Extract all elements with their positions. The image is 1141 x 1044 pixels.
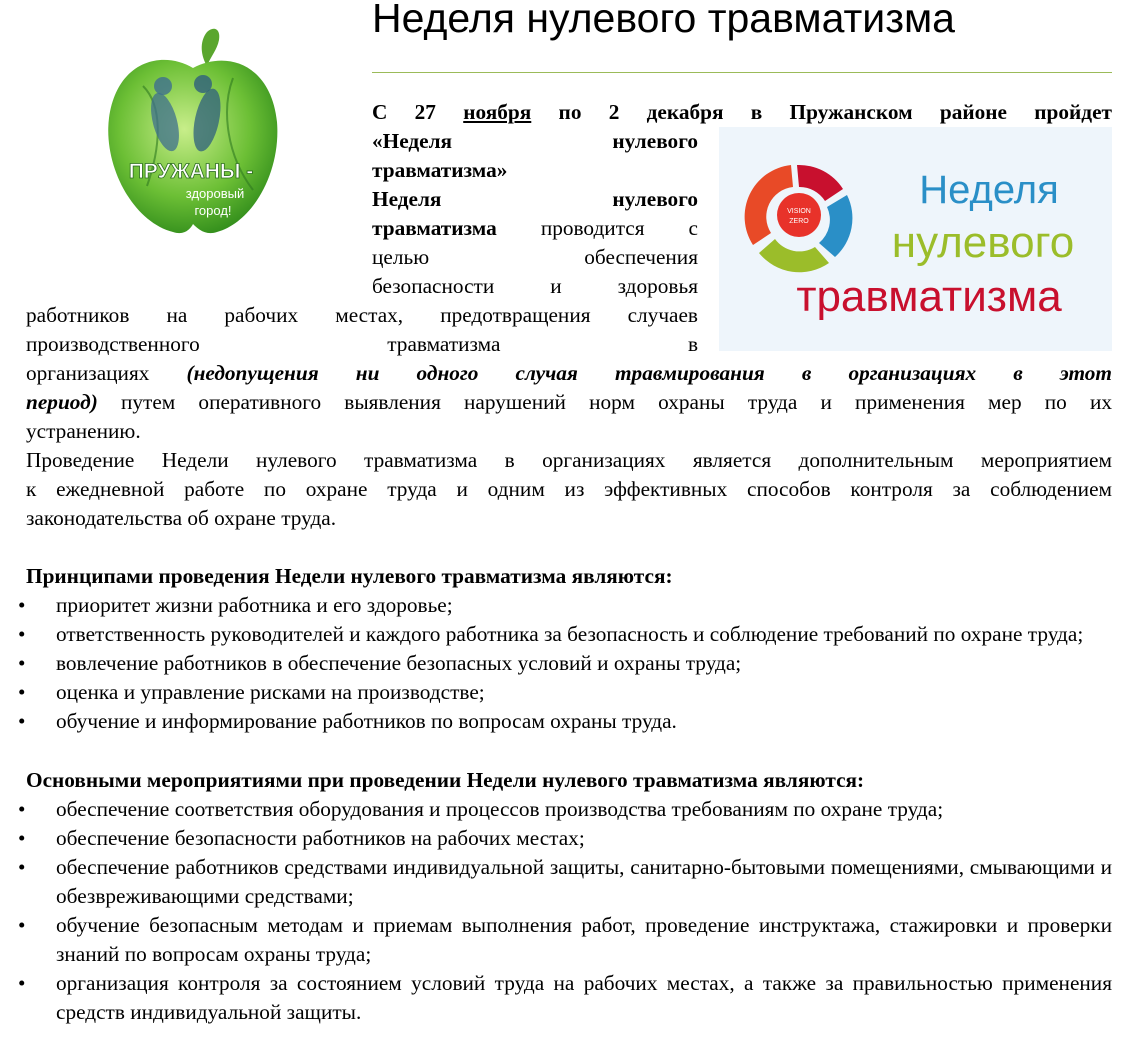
purpose-line4: безопасности и здоровья <box>372 274 698 298</box>
purpose-line1: Неделя нулевого <box>372 187 698 211</box>
bullet-icon: • <box>18 797 26 821</box>
logo-text-main: ПРУЖАНЫ - <box>128 160 254 183</box>
bullet-icon: • <box>18 855 26 879</box>
pruzhany-healthy-city-logo <box>103 26 283 240</box>
principle-item: • ответственность руководителей и каждого работника за безопасность и соблюдение требований по охране труда; <box>0 620 1112 649</box>
banner-line2: нулевого <box>891 218 1075 267</box>
bullet-icon: • <box>18 826 26 850</box>
activity-item: • обеспечение соответствия оборудования и процессов производства требованиям по охране труда; <box>0 795 1112 824</box>
purpose-line7: организациях (недопущения ни одного случая травмирования в организациях в этот <box>26 361 1112 385</box>
activity-item: • обучение безопасным методам и приемам выполнения работ, проведение инструктажа, стажировки и проверки знаний по вопросам охраны труда; <box>18 913 1112 966</box>
event-name-line1: «Неделя нулевого <box>372 129 698 153</box>
purpose-line2: травматизма проводится с <box>372 216 698 240</box>
activity-item: • обеспечение безопасности работников на рабочих местах; <box>0 824 1112 853</box>
bullet-icon: • <box>18 593 26 617</box>
principles-list <box>0 591 1112 736</box>
purpose-line6: производственного травматизма в <box>26 332 698 356</box>
purpose-line3: целью обеспечения <box>372 245 698 269</box>
banner-line1: Неделя <box>919 168 1059 212</box>
bullet-icon: • <box>18 709 26 733</box>
banner-center-text2: ZERO <box>789 218 809 225</box>
bullet-icon: • <box>18 651 26 675</box>
page-title: Неделя нулевого травматизма <box>372 0 955 41</box>
intro-date-line: С 27 ноября по 2 декабря в Пружанском районе пройдет <box>372 100 1112 124</box>
bullet-icon: • <box>18 971 26 995</box>
title-divider <box>372 72 1112 73</box>
logo-text-sub1: здоровый <box>185 186 245 201</box>
principle-item: • обучение и информирование работников по вопросам охраны труда. <box>0 707 1112 736</box>
bullet-icon: • <box>18 913 26 937</box>
purpose-line8: период) путем оперативного выявления нарушений норм охраны труда и применения мер по их <box>26 390 1112 414</box>
paragraph2-line3: законодательства об охране труда. <box>26 506 337 530</box>
banner-line3: травматизма <box>796 272 1062 321</box>
purpose-line9: устранению. <box>26 419 141 443</box>
bullet-icon: • <box>18 622 26 646</box>
principles-heading: Принципами проведения Недели нулевого травматизма являются: <box>26 564 673 588</box>
principle-item: • оценка и управление рисками на производстве; <box>0 678 1112 707</box>
purpose-line5: работников на рабочих местах, предотвращения случаев <box>26 303 698 327</box>
activity-item: • организация контроля за состоянием условий труда на рабочих местах, а также за правильностью применения средств индивидуальной защиты. <box>18 971 1112 1024</box>
bullet-icon: • <box>18 680 26 704</box>
principle-item: • вовлечение работников в обеспечение безопасных условий и охраны труда; <box>0 649 1112 678</box>
activities-heading: Основными мероприятиями при проведении Недели нулевого травматизма являются: <box>26 768 865 792</box>
zero-injury-week-banner <box>719 127 1112 351</box>
event-name-line2: травматизма» <box>372 158 508 182</box>
paragraph2-line1: Проведение Недели нулевого травматизма в организациях является дополнительным мероприятием <box>26 448 1112 472</box>
logo-text-sub2: город! <box>194 203 232 218</box>
banner-center-text1: VISION <box>787 208 811 215</box>
activity-item: • обеспечение работников средствами индивидуальной защиты, санитарно-бытовыми помещениями, смывающими и обезвреживающими средствами; <box>18 855 1112 908</box>
paragraph2-line2: к ежедневной работе по охране труда и одним из эффективных способов контроля за соблюдением <box>26 477 1112 501</box>
principle-item: • приоритет жизни работника и его здоровье; <box>0 591 1112 620</box>
activities-list <box>0 795 1112 1027</box>
